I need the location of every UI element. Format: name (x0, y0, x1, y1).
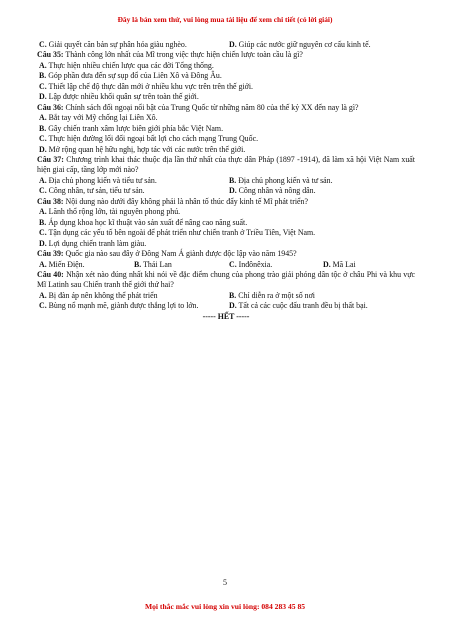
option-d: D. Lập được nhiều khối quân sự trên toàn thế giới. (39, 92, 199, 102)
question-content (37, 40, 415, 322)
option-b: B. Địa chủ phong kiến và tư sản. (229, 175, 333, 185)
option-d: D. Mã Lai (323, 259, 356, 269)
option-d: D. Công nhân và nông dân. (229, 186, 316, 196)
option-a: A. Bị đàn áp nên không thể phát triển (39, 290, 158, 300)
question-40: Câu 40: Nhận xét nào đúng nhất khi nói về đặc điểm chung của phong trào giải phóng dân tộc ở châu Phi và khu vực Mĩ Latinh sau Chiến tranh thế giới thứ hai? (37, 269, 415, 290)
option-b: B. Áp dụng khoa học kĩ thuật vào sản xuất để nâng cao năng suất. (39, 217, 248, 227)
option-a: A. Địa chủ phong kiến và tiểu tư sản. (39, 175, 157, 185)
option-c: C. Thiết lập chế độ thực dân mới ở nhiều khu vực trên trên thế giới. (39, 81, 253, 91)
option-d: D. Mở rộng quan hệ hữu nghị, hợp tác với các nước trên thế giới. (39, 144, 246, 154)
option-b: B. Chỉ diễn ra ở một số nơi (229, 290, 315, 300)
q40-options-cd (37, 301, 415, 311)
option-d: D. Giúp các nước giữ nguyên cơ cấu kinh tế. (229, 40, 371, 49)
option-a: A. Bắt tay với Mỹ chống lại Liên Xô. (39, 113, 158, 123)
question-37: Câu 37: Chương trình khai thác thuộc địa lần thứ nhất của thực dân Pháp (1897 -1914), đã làm xã hội Việt Nam xuất hiện giai cấp, tầng lớp mới nào? (37, 154, 415, 175)
option-b: B. Góp phần đưa đến sự sụp đổ của Liên Xô và Đông Âu. (39, 71, 222, 81)
question-39: Câu 39: Quốc gia nào sau đây ở Đông Nam Á giành được độc lập vào năm 1945? (37, 249, 297, 259)
option-a: A. Miến Điện. (39, 259, 85, 269)
option-a: A. Lãnh thổ rộng lớn, tài nguyên phong phú. (39, 207, 181, 217)
q37-options-cd (37, 186, 415, 196)
option-c: C. Bùng nổ mạnh mẽ, giành được thắng lợi to lớn. (39, 301, 199, 311)
question-38: Câu 38: Nội dung nào dưới đây không phải là nhân tố thúc đẩy kinh tế Mĩ phát triển? (37, 196, 309, 206)
option-c: C. Công nhân, tư sản, tiểu tư sản. (39, 186, 145, 196)
question-36: Câu 36: Chính sách đối ngoại nổi bật của Trung Quốc từ những năm 80 của thế kỷ XX đến nay là gì? (37, 102, 359, 112)
question-35: Câu 35: Thành công lớn nhất của Mĩ trong việc thực hiện chiến lược toàn cầu là gì? (37, 50, 303, 60)
option-c: C. Giải quyết căn bản sự phân hóa giàu nghèo. (39, 40, 187, 49)
option-b: B. Thái Lan (134, 259, 172, 269)
q34-options-cd (37, 40, 415, 50)
option-d: D. Tất cả các cuộc đấu tranh đều bị thất bại. (229, 301, 368, 311)
option-c: C. Inđônêxia. (229, 259, 273, 269)
q39-options (37, 260, 415, 270)
preview-banner: Đây là bản xem thử, vui lòng mua tài liệu để xem chi tiết (có lời giải) (117, 15, 333, 24)
q37-options-ab (37, 176, 415, 186)
page-number: 5 (223, 578, 227, 587)
q40-options-ab (37, 291, 415, 301)
end-marker: ----- HẾT ----- (202, 311, 250, 321)
option-d: D. Lợi dụng chiến tranh làm giàu. (39, 238, 147, 248)
option-b: B. Gây chiến tranh xâm lược biên giới phía bắc Việt Nam. (39, 123, 224, 133)
contact-footer: Mọi thắc mắc vui lòng xin vui lòng: 084 283 45 85 (144, 602, 306, 611)
option-c: C. Thực hiện đường lối đối ngoại bất lợi cho cách mạng Trung Quốc. (39, 134, 259, 144)
option-c: C. Tận dụng các yếu tố bên ngoài để phát triển như chiến tranh ở Triều Tiên, Việt Nam. (39, 228, 316, 238)
option-a: A. Thực hiện nhiều chiến lược qua các đời Tổng thống. (39, 60, 214, 70)
